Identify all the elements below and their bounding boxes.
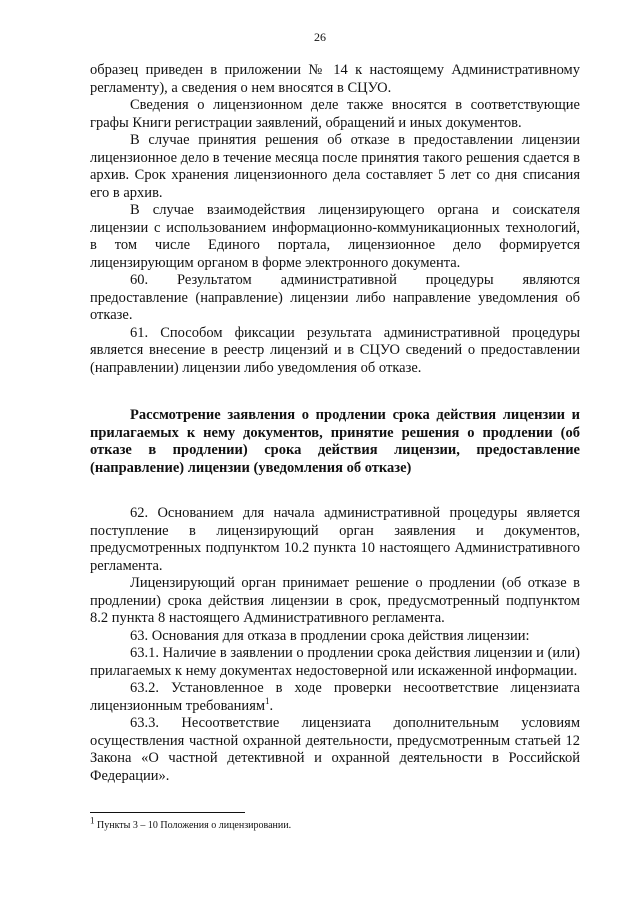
paragraph: В случае принятия решения об отказе в предоставлении лицензии лицензионное дело в течение месяца после принятия такого решения сдается в архив. Срок хранения лицензионного дела составляет 5 лет со дня списания его в архив. <box>90 132 580 201</box>
section-heading: Рассмотрение заявления о продлении срока действия лицензии и прилагаемых к нему документов, принятие решения о продлении (об отказе в продлении) срока действия лицензии, предоставление (направление) лицензии (уведомления об отказе) <box>90 407 580 476</box>
paragraph: 60. Результатом административной процедуры являются предоставление (направление) лицензии либо направление уведомления об отказе. <box>90 272 580 323</box>
paragraph <box>90 680 580 715</box>
paragraph: Лицензирующий орган принимает решение о продлении (об отказе в продлении) срока действия лицензии в срок, предусмотренный подпунктом 8.2 пункта 8 настоящего Административного регламента. <box>90 575 580 626</box>
footnote <box>90 815 580 832</box>
paragraph: 63.1. Наличие в заявлении о продлении срока действия лицензии и (или) прилагаемых к нему документах недостоверной или искаженной информации. <box>90 645 580 679</box>
paragraph: В случае взаимодействия лицензирующего органа и соискателя лицензии с использованием информационно-коммуникационных технологий, в том числе Единого портала, лицензионное дело формируется лицензирующим органом в форме электронного документа. <box>90 202 580 271</box>
footnote-text: Пункты 3 – 10 Положения о лицензировании. <box>94 820 292 831</box>
paragraph: Сведения о лицензионном деле также вносятся в соответствующие графы Книги регистрации заявлений, обращений и иных документов. <box>90 97 580 131</box>
paragraph: 62. Основанием для начала административной процедуры является поступление в лицензирующий орган заявления и документов, предусмотренных подпунктом 10.2 пункта 10 настоящего Административного регламента. <box>90 505 580 574</box>
paragraph: 61. Способом фиксации результата административной процедуры является внесение в реестр лицензий и в СЦУО сведений о предоставлении (направлении) лицензии либо уведомления об отказе. <box>90 324 580 376</box>
footnote-marker: 1 <box>90 815 95 826</box>
body-text <box>90 62 580 785</box>
paragraph: 63.3. Несоответствие лицензиата дополнительным условиям осуществления частной охранной деятельности, предусмотренным статьей 12 Закона «О частной детективной и охранной деятельности в Российской Федерации». <box>90 715 580 784</box>
paragraph: 63. Основания для отказа в продлении срока действия лицензии: <box>130 627 530 644</box>
paragraph-text: 63.2. Установленное в ходе проверки несоответствие лицензиата лицензионным требованиям <box>90 680 580 714</box>
page-number: 26 <box>314 30 326 44</box>
footnote-divider <box>90 812 245 813</box>
footnote-reference: 1 <box>265 695 270 706</box>
paragraph: образец приведен в приложении № 14 к настоящему Административному регламенту), а сведения о нем вносятся в СЦУО. <box>90 62 580 96</box>
paragraph-tail: . <box>269 697 274 714</box>
